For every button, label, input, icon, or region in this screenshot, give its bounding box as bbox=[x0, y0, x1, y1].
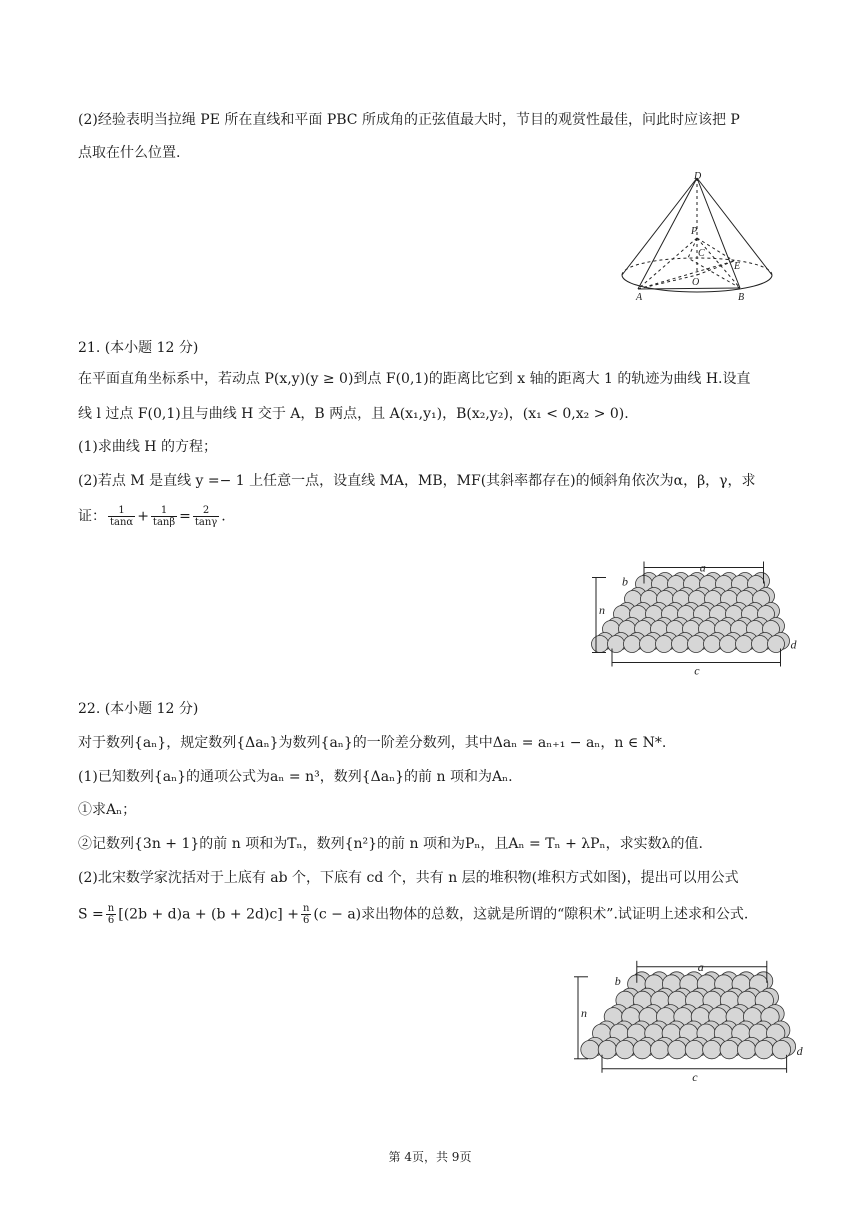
log-end bbox=[720, 636, 737, 653]
q22-sub2: ②记数列{3n + 1}的前 n 项和为Tₙ，数列{n²}的前 n 项和为Pₙ，且Aₙ = Tₙ + λPₙ，求实数λ的值. bbox=[78, 836, 703, 852]
pile-figure-1 bbox=[592, 540, 797, 678]
q21-stem-line1: 在平面直角坐标系中，若动点 P(x,y)(y ≥ 0)到点 F(0,1)的距离比它到 x 轴的距离大 1 的轨迹为曲线 H.设直 bbox=[78, 371, 751, 387]
fraction-n-over-6-second: $\frac{n}{6}$ bbox=[302, 903, 310, 926]
q22-sub1: ①求Aₙ； bbox=[78, 802, 137, 818]
cone-label-o: O bbox=[692, 277, 700, 288]
q20-part2-line2: 点取在什么位置. bbox=[78, 145, 181, 161]
pile-label-b: b bbox=[614, 973, 621, 988]
cone-label-a: A bbox=[636, 292, 643, 303]
pile-label-a: a bbox=[699, 560, 706, 575]
q21-part2-formula: 证： $\frac{1}{\tan\alpha}$ + $\frac{1}{\tan\beta}$ = $\frac{2}{\tan\gamma}$ . bbox=[78, 505, 226, 528]
q21-heading: 21. (本小题 12 分) bbox=[78, 340, 199, 356]
pile-figure-2 bbox=[574, 940, 803, 1084]
q22-part1: (1)已知数列{aₙ}的通项公式为aₙ = n³，数列{Δaₙ}的前 n 项和为Aₙ. bbox=[78, 769, 513, 785]
log-end bbox=[755, 1040, 773, 1058]
log-end bbox=[624, 636, 641, 653]
pile-label-a: a bbox=[697, 959, 704, 974]
pile-label-c: c bbox=[692, 1069, 698, 1084]
q22-stem: 对于数列{aₙ}，规定数列{Δaₙ}为数列{aₙ}的一阶差分数列，其中Δaₙ = aₙ₊₁ − aₙ，n ∈ N*. bbox=[78, 735, 667, 751]
pile-label-b: b bbox=[622, 574, 628, 589]
log-end bbox=[633, 1040, 651, 1058]
page-footer: 第 4页，共 9页 bbox=[388, 1150, 472, 1164]
q22-part2-formula: S = $\frac{n}{6}$ [(2b + d)a + (b + 2d)c] + $\frac{n}{6}$ (c − a)求出物体的总数，这就是所谓的“隙积术”.试证明上述求和公式. bbox=[78, 903, 749, 926]
log-end bbox=[598, 1040, 616, 1058]
pile-label-c: c bbox=[694, 663, 700, 678]
log-end bbox=[616, 1040, 634, 1058]
cone-label-p: P bbox=[691, 226, 698, 237]
log-end bbox=[650, 1040, 668, 1058]
q22-heading: 22. (本小题 12 分) bbox=[78, 701, 199, 717]
pile-label-d: d bbox=[790, 637, 797, 652]
q21-stem-line2: 线 l 过点 F(0,1)且与曲线 H 交于 A，B 两点，且 A(x₁,y₁)，B(x₂,y₂)，(x₁ < 0,x₂ > 0). bbox=[78, 406, 629, 422]
log-end bbox=[704, 636, 721, 653]
log-end bbox=[703, 1040, 721, 1058]
q21-part2-line1: (2)若点 M 是直线 y =− 1 上任意一点，设直线 MA，MB，MF(其斜率都存在)的倾斜角依次为α，β，γ，求 bbox=[78, 473, 756, 489]
cone-label-b: B bbox=[738, 292, 745, 303]
fraction-1-tan-beta: $\frac{1}{\tan\beta}$ bbox=[152, 505, 176, 528]
log-end bbox=[752, 636, 769, 653]
log-end bbox=[685, 1040, 703, 1058]
log-end bbox=[768, 636, 785, 653]
log-end bbox=[592, 636, 609, 653]
pile-label-d: d bbox=[796, 1043, 803, 1058]
q22-part2-line1: (2)北宋数学家沈括对于上底有 ab 个，下底有 cd 个，共有 n 层的堆积物(堆积方式如图)，提出可以用公式 bbox=[78, 870, 739, 886]
cone-label-c: C bbox=[698, 248, 705, 259]
pile-label-n: n bbox=[599, 603, 605, 617]
log-end bbox=[668, 1040, 686, 1058]
log-end bbox=[737, 1040, 755, 1058]
log-end bbox=[608, 636, 625, 653]
log-end bbox=[772, 1040, 790, 1058]
q21-proof-prefix: 证： bbox=[78, 508, 106, 525]
cone-label-e: E bbox=[734, 261, 741, 272]
log-end bbox=[640, 636, 657, 653]
log-end bbox=[720, 1040, 738, 1058]
log-end bbox=[688, 636, 705, 653]
pile-label-n: n bbox=[581, 1005, 587, 1020]
q20-part2-line1: (2)经验表明当拉绳 PE 所在直线和平面 PBC 所成角的正弦值最大时，节目的观赏性最佳，问此时应该把 P bbox=[78, 112, 740, 128]
log-end bbox=[736, 636, 753, 653]
fraction-n-over-6: $\frac{n}{6}$ bbox=[107, 903, 115, 926]
cone-label-d: D bbox=[694, 171, 702, 182]
fraction-1-tan-alpha: $\frac{1}{\tan\alpha}$ bbox=[110, 505, 134, 528]
log-end bbox=[656, 636, 673, 653]
fraction-2-tan-gamma: $\frac{2}{\tan\gamma}$ bbox=[194, 505, 218, 528]
log-end bbox=[581, 1040, 599, 1058]
cone-figure bbox=[612, 168, 782, 308]
q21-part1: (1)求曲线 H 的方程； bbox=[78, 439, 217, 455]
log-end bbox=[672, 636, 689, 653]
